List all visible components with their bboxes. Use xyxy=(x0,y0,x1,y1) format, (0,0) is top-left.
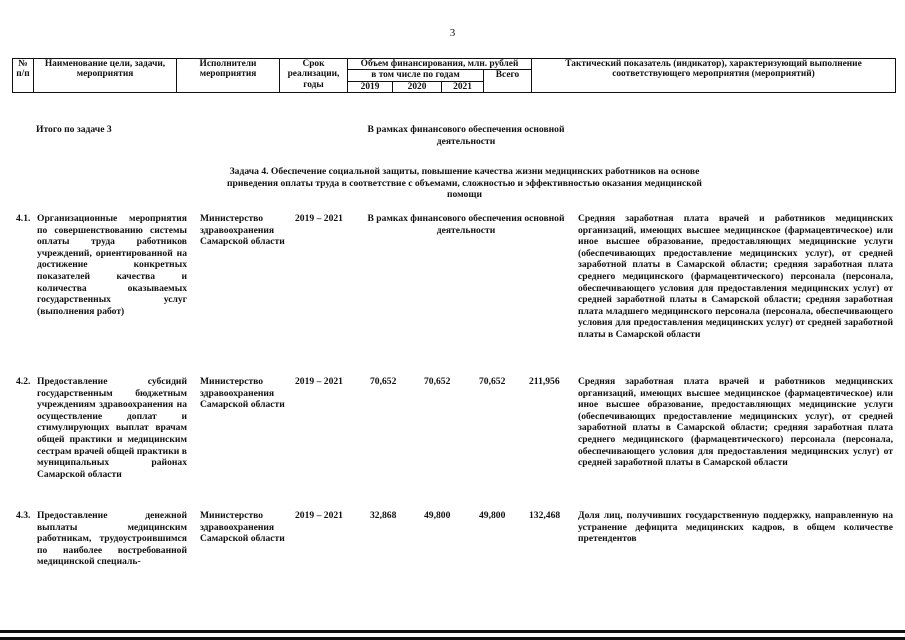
row-4-3-indicator: Доля лиц, получивших государственную поддержку, направленную на устранение дефицита медицинских кадров, в общем количестве претендентов xyxy=(578,510,893,545)
header-col-indicator: Тактический показатель (индикатор), характеризующий выполнение соответствующего мероприятия (мероприятий) xyxy=(532,59,896,93)
scan-bottom-rule xyxy=(0,630,905,633)
row-4-3-y2020: 49,800 xyxy=(424,510,451,521)
header-col-term: Срок реализации, годы xyxy=(280,59,348,93)
row-4-2-num: 4.2. xyxy=(16,376,31,387)
header-col-name: Наименование цели, задачи, мероприятия xyxy=(34,59,177,93)
page-number: 3 xyxy=(449,27,456,39)
row-4-2-total: 211,956 xyxy=(529,376,560,387)
row-4-1-num: 4.1. xyxy=(16,213,31,224)
row-4-3-name: Предоставление денежной выплаты медицинским работникам, трудоустроившимся по наиболее востребованной медицинской специаль- xyxy=(37,510,187,568)
header-col-num: № п/п xyxy=(13,59,34,93)
row-4-2-y2020: 70,652 xyxy=(424,376,451,387)
row-4-2-indicator: Средняя заработная плата врачей и работников медицинских организаций, имеющих высшее медицинское (фармацевтическое) или иное высшее образование, предоставляющих медицинские услуги (обеспечивающих предоставление медицинских услуг), от средней заработной платы в Самарской области; средняя заработная плата среднего медицинского (фармацевтического) персонала (персонала, обеспечивающего условия для предоставления медицинских услуг) от средней заработной платы в Самарской области xyxy=(578,376,893,469)
row-4-1-name: Организационные мероприятия по совершенствованию системы оплаты труда работников учреждений, ориентированной на достижение конкретных показателей качества и количества оказываемых государственных услуг (выполнения работ) xyxy=(37,213,187,317)
row-4-2-name: Предоставление субсидий государственным бюджетным учреждениям здравоохранения на осуществление доплат и стимулирующих выплат врачам общей практики и медицинским сестрам врачей общей практики в муниципальных районах Самарской области xyxy=(37,376,187,480)
row-4-1-term: 2019 – 2021 xyxy=(295,213,343,224)
row-4-1-exec: Министерство здравоохранения Самарской области xyxy=(200,213,285,248)
row-4-1-financing-note: В рамках финансового обеспечения основной деятельности xyxy=(367,213,565,236)
row-4-2-y2019: 70,652 xyxy=(370,376,397,387)
header-col-total: Всего xyxy=(484,70,532,93)
header-col-by-years: в том числе по годам xyxy=(348,70,484,81)
header-year-2019: 2019 xyxy=(348,81,393,92)
task4-title: Задача 4. Обеспечение социальной защиты, повышение качества жизни медицинских работников на основе приведения оплаты труда в соответствие с объемами, сложностью и эффективностью оказания медицинской помощи xyxy=(227,166,702,201)
row-4-2-term: 2019 – 2021 xyxy=(295,376,343,387)
total-task3-value: В рамках финансового обеспечения основной деятельности xyxy=(367,124,565,147)
row-4-3-exec: Министерство здравоохранения Самарской области xyxy=(200,510,285,545)
row-4-2-exec: Министерство здравоохранения Самарской области xyxy=(200,376,285,411)
row-4-3-y2021: 49,800 xyxy=(479,510,506,521)
row-4-3-total: 132,468 xyxy=(529,510,561,521)
header-col-exec: Исполнители мероприятия xyxy=(177,59,280,93)
row-4-3-num: 4.3. xyxy=(16,510,31,521)
total-task3-label: Итого по задаче 3 xyxy=(36,124,112,135)
header-year-2021: 2021 xyxy=(442,81,484,92)
row-4-3-y2019: 32,868 xyxy=(370,510,397,521)
header-year-2020: 2020 xyxy=(393,81,442,92)
row-4-1-indicator: Средняя заработная плата врачей и работников медицинских организаций, имеющих высшее медицинское (фармацевтическое) или иное высшее образование, предоставляющих медицинские услуги (обеспечивающих предоставление медицинских услуг), от средней заработной платы в Самарской области; средняя заработная плата среднего медицинского (фармацевтического) персонала (персонала, обеспечивающего условия для предоставления медицинских услуг) от средней заработной платы в Самарской области; средняя заработная плата младшего медицинского персонала (персонала, обеспечивающего условия для предоставления медицинских услуг) от средней заработной платы в Самарской области xyxy=(578,213,893,340)
table-header xyxy=(12,58,896,93)
header-col-fin: Объем финансирования, млн. рублей xyxy=(348,59,532,70)
row-4-3-term: 2019 – 2021 xyxy=(295,510,343,521)
row-4-2-y2021: 70,652 xyxy=(479,376,506,387)
